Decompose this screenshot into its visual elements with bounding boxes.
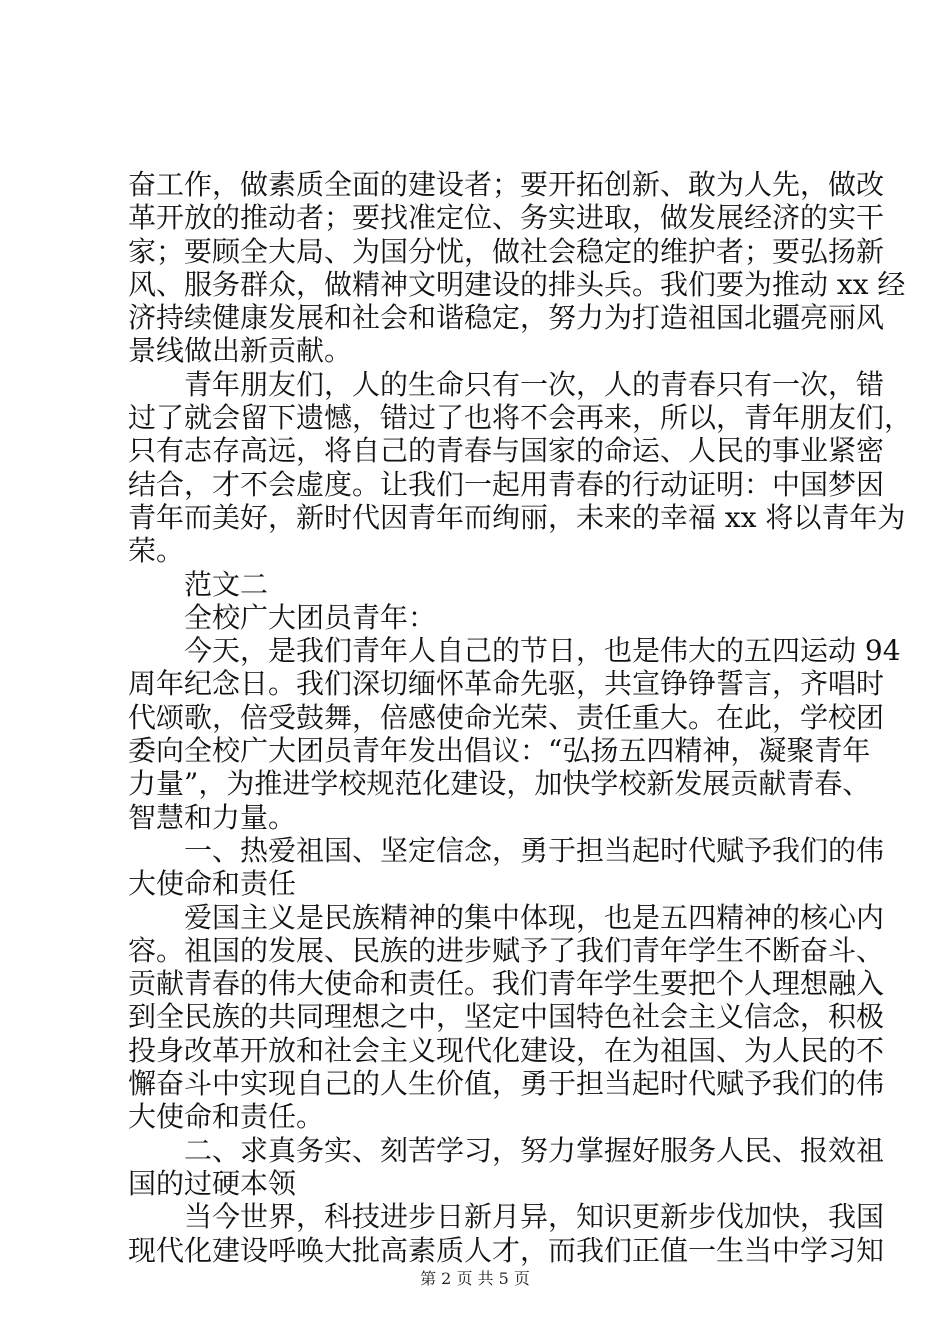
text-line: 济持续健康发展和社会和谐稳定，努力为打造祖国北疆亮丽风 bbox=[128, 301, 885, 335]
text-line: 现代化建设呼唤大批高素质人才，而我们正值一生当中学习知 bbox=[128, 1233, 885, 1267]
text-line: 大使命和责任 bbox=[128, 867, 297, 901]
text-line: 结合，才不会虚度。让我们一起用青春的行动证明：中国梦因 bbox=[128, 467, 885, 501]
text-line: 懈奋斗中实现自己的人生价值，勇于担当起时代赋予我们的伟 bbox=[128, 1067, 885, 1101]
text-line: 革开放的推动者；要找准定位、务实进取，做发展经济的实干 bbox=[128, 201, 885, 235]
text-line: 二、求真务实、刻苦学习，努力掌握好服务人民、报效祖 bbox=[184, 1133, 885, 1167]
page-footer: 第 2 页 共 5 页 bbox=[420, 1269, 530, 1288]
text-line: 景线做出新贡献。 bbox=[128, 334, 353, 368]
text-line: 国的过硬本领 bbox=[128, 1166, 297, 1200]
text-line: 今天，是我们青年人自己的节日，也是伟大的五四运动 94 bbox=[184, 634, 901, 668]
text-line: 代颂歌，倍受鼓舞，倍感使命光荣、责任重大。在此，学校团 bbox=[128, 700, 885, 734]
text-line: 到全民族的共同理想之中，坚定中国特色社会主义信念，积极 bbox=[128, 1000, 885, 1034]
text-line: 容。祖国的发展、民族的进步赋予了我们青年学生不断奋斗、 bbox=[128, 933, 885, 967]
text-line: 周年纪念日。我们深切缅怀革命先驱，共宣铮铮誓言，齐唱时 bbox=[128, 667, 885, 701]
text-line: 智慧和力量。 bbox=[128, 800, 297, 834]
text-line: 范文二 bbox=[184, 567, 269, 601]
text-line: 爱国主义是民族精神的集中体现，也是五四精神的核心内 bbox=[184, 900, 885, 934]
text-line: 大使命和责任。 bbox=[128, 1100, 325, 1134]
text-line: 青年而美好，新时代因青年而绚丽，未来的幸福 xx 将以青年为 bbox=[128, 500, 906, 534]
text-line: 家；要顾全大局、为国分忧，做社会稳定的维护者；要弘扬新 bbox=[128, 234, 885, 268]
text-line: 荣。 bbox=[128, 534, 185, 568]
text-line: 风、服务群众，做精神文明建设的排头兵。我们要为推动 xx 经 bbox=[128, 267, 906, 301]
text-line: 过了就会留下遗憾，错过了也将不会再来，所以，青年朋友们， bbox=[128, 401, 913, 435]
text-line: 委向全校广大团员青年发出倡议：“弘扬五四精神，凝聚青年 bbox=[128, 734, 871, 768]
text-line: 当今世界，科技进步日新月异，知识更新步伐加快，我国 bbox=[184, 1200, 885, 1234]
text-line: 投身改革开放和社会主义现代化建设，在为祖国、为人民的不 bbox=[128, 1033, 885, 1067]
text-line: 全校广大团员青年： bbox=[184, 600, 437, 634]
text-line: 一、热爱祖国、坚定信念，勇于担当起时代赋予我们的伟 bbox=[184, 833, 885, 867]
text-line: 青年朋友们，人的生命只有一次，人的青春只有一次，错 bbox=[184, 367, 885, 401]
text-line: 贡献青春的伟大使命和责任。我们青年学生要把个人理想融入 bbox=[128, 967, 885, 1001]
text-line: 力量”，为推进学校规范化建设，加快学校新发展贡献青春、 bbox=[128, 767, 871, 801]
text-line: 奋工作，做素质全面的建设者；要开拓创新、敢为人先，做改 bbox=[128, 168, 885, 201]
text-line: 只有志存高远，将自己的青春与国家的命运、人民的事业紧密 bbox=[128, 434, 885, 468]
document-body bbox=[128, 168, 913, 1267]
